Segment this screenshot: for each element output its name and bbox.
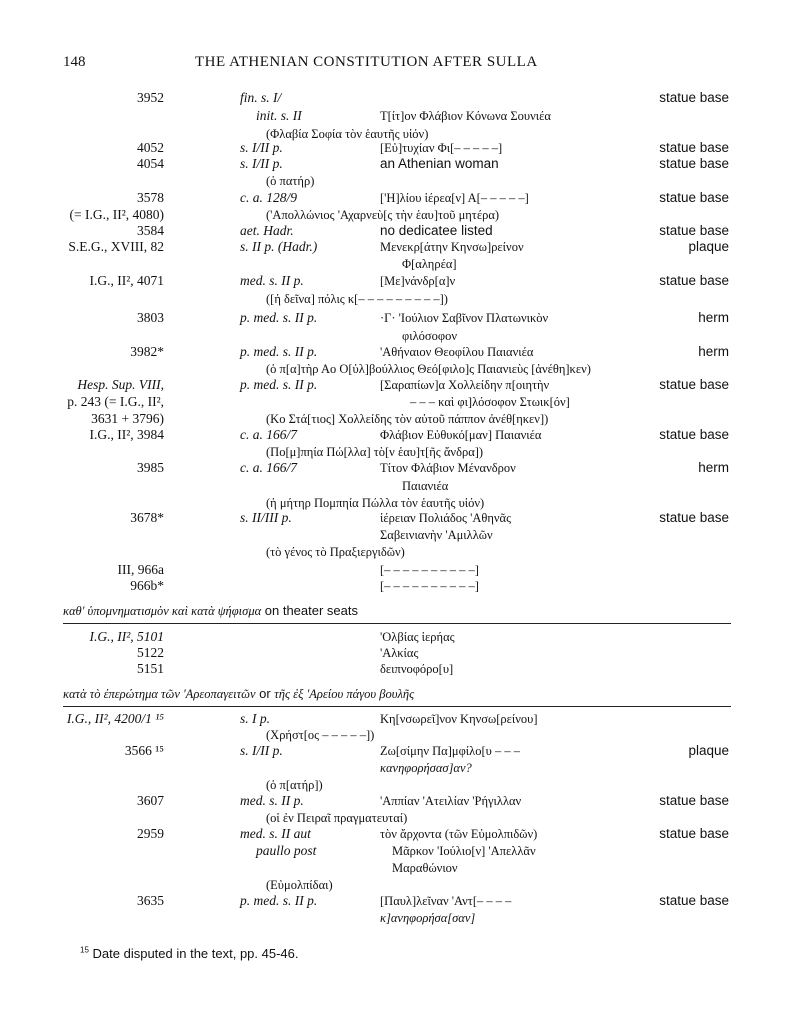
honorand-text: ἱέρειαν Πολιάδος 'Αθηνᾶς [380,511,512,525]
dedicator-note: (ὁ πατήρ) [266,174,315,188]
honorand-text: [– – – – – – – – – –] [380,579,479,593]
section-heading-greek-alt: τῆς ἐξ 'Αρείου πάγου βουλῆς [274,687,415,701]
honorand-text: Μενεκρ[άτην Κηνσω]ρείνον [380,240,524,254]
monument-type: statue base [659,190,729,205]
inscription-id: I.G., II², 4200/1 ¹⁵ [66,711,164,726]
inscription-id: 3985 [137,460,164,475]
section-heading-or: or [255,686,275,701]
monument-type: statue base [659,223,729,238]
honorand-text: Παιανιέα [402,479,449,493]
date: s. II/III p. [240,510,292,525]
honorand-text: Κη[νσωρεῖ]νον Κηνσω[ρείνου] [380,712,538,726]
footnote [80,946,299,962]
honorand-text: κανηφορήσασ]αν? [380,761,472,775]
date: c. a. 166/7 [240,460,297,475]
date: c. a. 166/7 [240,427,297,442]
seat-text: δειπνοφόρο[υ] [380,662,454,676]
honorand-text: Τίτον Φλάβιον Μένανδρον [380,461,516,475]
footnote-marker: 15 [80,945,89,955]
monument-type: statue base [659,427,729,442]
inscription-id: I.G., II², 5101 [89,629,164,644]
honorand-text: Ζω[σίμην Πα]μφίλο[υ – – – [380,744,520,758]
honorand-text: Φ[αληρέα] [402,257,457,271]
date: c. a. 128/9 [240,190,297,205]
inscription-id: 3566 ¹⁵ [124,743,164,758]
date: s. I p. [240,711,270,726]
honorand-text: 'Αππίαν 'Ατειλίαν 'Ρήγιλλαν [380,794,522,808]
section-divider [63,623,731,624]
monument-type: statue base [659,140,729,155]
monument-type: statue base [659,156,729,171]
monument-type: plaque [688,743,729,758]
monument-type: statue base [659,273,729,288]
dedicator-note: (οἱ ἐν Πειραῖ πραγματευταί) [266,811,408,825]
honorand-text: κ]ανηφορήσα[σαν] [380,911,476,925]
date: s. I/II p. [240,140,283,155]
inscription-id: 3678* [130,510,164,525]
section-divider [63,706,731,707]
inscription-id: 4054 [137,156,164,171]
dedicator-note: (Χρήστ[ος – – – – –]) [266,728,375,742]
honorand-text: Σαβεινιανὴν 'Αμιλλῶν [380,528,493,542]
inscription-id: 5122 [137,645,164,660]
date: med. s. II p. [240,273,304,288]
monument-type: statue base [659,377,729,392]
dedicator-note: (Πο[μ]πηία Πώ[λλα] τὸ[ν ἑαυ]τ[ῆς ἄνδρα]) [266,445,484,459]
running-title: THE ATHENIAN CONSTITUTION AFTER SULLA [195,54,538,70]
honorand-text: φιλόσοφον [402,329,457,343]
inscription-id: 3952 [137,90,164,105]
monument-type: statue base [659,826,729,841]
section-heading-areopagus [63,686,414,702]
dedicator-note: (τὸ γένος τὸ Πραξιεργιδῶν) [266,545,405,559]
honorand-text: Τ[ίτ]ον Φλάβιον Κόνωνα Σουνιέα [380,109,551,123]
honorand-text: Μαραθώνιον [392,861,458,875]
section-heading-english: on theater seats [261,603,358,618]
monument-type: herm [698,344,729,359]
date: p. med. s. II p. [240,344,318,359]
inscription-id: 3578 [137,190,164,205]
dedicator-note: (ὁ π[α]τὴρ Αο Ο[ὐλ]βούλλιος Θεό[φιλο]ς Παιανιεὺς [ἀνέθη]κεν) [266,362,591,376]
section-heading-theater-seats [63,603,358,619]
honorand-text: [Παυλ]λεῖναν 'Αντ[– – – – [380,894,512,908]
inscription-id: III, 966a [117,562,164,577]
date: p. med. s. II p. [240,377,318,392]
date: s. II p. (Hadr.) [240,239,318,254]
inscription-id: 3631 + 3796) [91,411,164,426]
section-heading-greek: καθ' ὑπομνηματισμὸν καὶ κατὰ ψήφισμα [63,604,262,618]
honorand-text: – – – καὶ φι]λόσοφον Στωικ[όν] [410,395,570,409]
dedicator-note: (ὁ π[ατήρ]) [266,778,323,792]
honorand-text: Μᾶρκον 'Ιούλιο[ν] 'Απελλᾶν [392,844,536,858]
dedicator-note: ([ἡ δεῖνα] πόλις κ[– – – – – – – – –]) [266,292,448,306]
inscription-id: 3635 [137,893,164,908]
inscription-id: S.E.G., XVIII, 82 [68,239,164,254]
seat-text: 'Αλκίας [380,646,419,660]
inscription-id: Hesp. Sup. VIII, [77,377,164,392]
date: aet. Hadr. [240,223,294,238]
dedicator-note: (Φλαβία Σοφία τὸν ἑαυτῆς υἱόν) [266,127,429,141]
date: med. s. II aut [240,826,311,841]
date: med. s. II p. [240,793,304,808]
seat-text: 'Ολβίας ἱερήας [380,630,455,644]
footnote-text: Date disputed in the text, pp. 45-46. [88,946,299,961]
dedicator-note: (Εὐμολπίδαι) [266,878,333,892]
inscription-id: p. 243 (= I.G., II², [67,394,164,409]
dedicator-note: (Κο Στά[τιος] Χολλείδης τὸν αὑτοῦ πάππον ἀνέθ[ηκεν]) [266,412,549,426]
monument-type: plaque [688,239,729,254]
inscription-id: 3982* [130,344,164,359]
inscription-id: 3803 [137,310,164,325]
inscription-id: 2959 [137,826,164,841]
date: paullo post [256,843,317,858]
inscription-id: I.G., II², 4071 [89,273,164,288]
page-number: 148 [63,54,86,70]
date: init. s. II [256,108,302,123]
dedicator-note: ('Απολλώνιος 'Αχαρνεὺ[ς τὴν ἑαυ]τοῦ μητέρα) [266,208,500,222]
honorand-text: an Athenian woman [380,156,499,171]
inscription-id: 3584 [137,223,164,238]
honorand-text: [Σαραπίων]α Χολλείδην π[οιητὴν [380,378,550,392]
date: fin. s. I/ [240,90,282,105]
monument-type: statue base [659,893,729,908]
section-heading-greek: κατὰ τὸ ἐπερώτημα τῶν 'Αρεοπαγειτῶν [63,687,256,701]
monument-type: statue base [659,510,729,525]
monument-type: herm [698,310,729,325]
honorand-text: ·Γ· 'Ιούλιον Σαβῖνον Πλατωνικὸν [380,311,549,325]
honorand-text: 'Αθήναιον Θεοφίλου Παιανιέα [380,345,534,359]
honorand-text: [– – – – – – – – – –] [380,563,479,577]
inscription-id: 5151 [137,661,164,676]
date: p. med. s. II p. [240,310,318,325]
inscription-id: 966b* [130,578,164,593]
honorand-text: Φλάβιον Εὐθυκό[μαν] Παιανιέα [380,428,542,442]
honorand-text: ['Η]λίου ἱέρεα[ν] Α[– – – – –] [380,191,529,205]
monument-type: herm [698,460,729,475]
dedicator-note: (ἡ μήτηρ Πομπηία Πώλλα τὸν ἑαυτῆς υἱόν) [266,496,485,510]
honorand-text: τὸν ἄρχοντα (τῶν Εὐμολπιδῶν) [380,827,538,841]
inscription-id: 4052 [137,140,164,155]
date: s. I/II p. [240,743,283,758]
inscription-id: 3607 [137,793,164,808]
monument-type: statue base [659,90,729,105]
inscription-id: (= I.G., II², 4080) [69,207,164,222]
honorand-text: no dedicatee listed [380,223,493,238]
date: s. I/II p. [240,156,283,171]
monument-type: statue base [659,793,729,808]
date: p. med. s. II p. [240,893,318,908]
honorand-text: [Εὐ]τυχίαν Φι[– – – – –] [380,141,503,155]
inscription-id: I.G., II², 3984 [89,427,164,442]
honorand-text: [Με]νάνδρ[α]ν [380,274,456,288]
